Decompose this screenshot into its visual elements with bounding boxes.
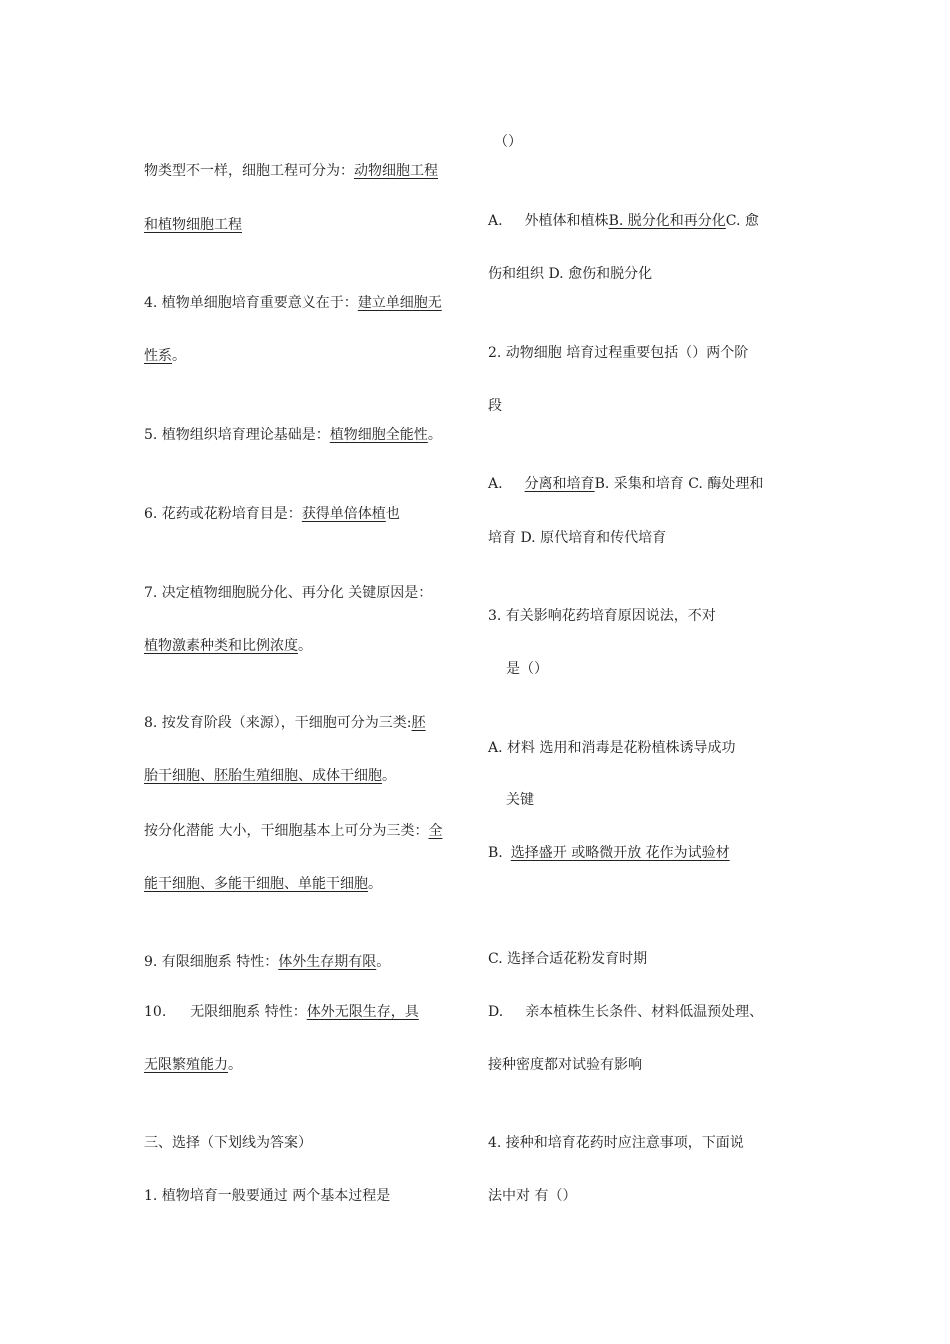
left-line-8	[144, 637, 312, 655]
right-line-13	[488, 1003, 763, 1021]
right-line-16	[488, 1187, 576, 1205]
left-line-7	[144, 584, 432, 602]
answer-underline: 植物激素种类和比例浓度	[144, 638, 298, 654]
answer-underline: 无限繁殖能力	[144, 1057, 228, 1073]
left-line-14	[144, 1003, 419, 1021]
left-line-9	[144, 714, 426, 732]
right-line-6	[488, 529, 666, 547]
answer-underline: 胚	[411, 715, 426, 731]
answer-underline: 全	[428, 823, 443, 839]
answer-underline: B. 脱分化和再分化	[608, 213, 726, 229]
left-line-17	[144, 1187, 390, 1205]
text: B. 采集和培育 C. 酶处理和	[594, 476, 764, 492]
right-line-3	[488, 344, 748, 362]
text: D.	[488, 1004, 504, 1020]
left-line-15	[144, 1056, 242, 1074]
right-line-2	[488, 265, 652, 283]
answer-underline: 性系	[144, 348, 172, 364]
text: 三、选择（下划线为答案）	[144, 1135, 312, 1151]
left-line-2	[144, 216, 242, 234]
left-line-1	[144, 162, 438, 180]
text: 。	[382, 768, 396, 784]
right-line-15	[488, 1134, 744, 1152]
text: 。	[368, 876, 382, 892]
right-line-9	[488, 739, 735, 757]
right-line-1	[488, 212, 759, 230]
text: 法中对 有（）	[488, 1188, 577, 1204]
right-line-7	[488, 607, 716, 625]
text: C. 愈	[725, 213, 759, 229]
text: 5. 植物组织培育理论基础是：	[144, 427, 330, 443]
right-line-0	[494, 133, 522, 151]
right-line-12	[488, 950, 647, 968]
text: B.	[488, 845, 503, 861]
text: 伤和组织 D. 愈伤和脱分化	[488, 266, 653, 282]
answer-underline: 建立单细胞无	[357, 295, 442, 311]
text: 3. 有关影响花药培育原因说法，不对	[488, 608, 716, 624]
text: （）	[494, 134, 522, 150]
text: 7. 决定植物细胞脱分化、再分化 关键原因是：	[144, 585, 433, 601]
answer-underline: 能干细胞、多能干细胞、单能干细胞	[144, 876, 368, 892]
text: 亲本植株生长条件、材料低温预处理、	[525, 1004, 764, 1020]
answer-underline: 植物细胞全能性	[329, 427, 428, 443]
text: 6. 花药或花粉培育目是：	[144, 506, 302, 522]
answer-underline: 胎干细胞、胚胎生殖细胞、成体干细胞	[144, 768, 382, 784]
text: 4. 植物单细胞培育重要意义在于：	[144, 295, 358, 311]
text: 。	[376, 954, 391, 970]
text: 8. 按发育阶段（来源），干细胞可分为三类:	[144, 715, 412, 731]
answer-underline: 和植物细胞工程	[144, 217, 242, 233]
left-line-12	[144, 875, 382, 893]
right-line-11	[488, 844, 730, 862]
text: 4. 接种和培育花药时应注意事项，下面说	[488, 1135, 744, 1151]
text: C. 选择合适花粉发育时期	[488, 951, 648, 967]
text: 2. 动物细胞 培育过程重要包括（）两个阶	[488, 345, 749, 361]
text: 10.	[144, 1004, 167, 1020]
left-line-10	[144, 767, 396, 785]
right-line-4	[488, 397, 502, 415]
left-line-5	[144, 426, 442, 444]
answer-underline: 获得单倍体植	[301, 506, 386, 522]
text: 。	[427, 427, 442, 443]
text: 1. 植物培育一般要通过 两个基本过程是	[144, 1188, 391, 1204]
text: 9. 有限细胞系 特性：	[144, 954, 279, 970]
answer-underline: 动物细胞工程	[354, 163, 438, 179]
text: 培育 D. 原代培育和传代培育	[488, 530, 667, 546]
text: 物类型不一样，细胞工程可分为：	[144, 163, 354, 179]
text: 关键	[506, 792, 534, 808]
text: 段	[488, 398, 502, 414]
text: 外植体和植株	[524, 213, 609, 229]
answer-underline: 分离和培育	[524, 476, 595, 492]
right-line-14	[488, 1056, 642, 1074]
answer-underline: 体外无限生存，具	[306, 1004, 419, 1020]
answer-underline: 体外生存期有限	[278, 954, 377, 970]
left-line-6	[144, 505, 400, 523]
text: 无限细胞系 特性：	[190, 1004, 307, 1020]
answer-underline: 选择盛开 或略微开放 花作为试验材	[510, 845, 730, 861]
right-line-5	[488, 475, 763, 493]
text: 按分化潜能 大小，干细胞基本上可分为三类：	[144, 823, 429, 839]
right-line-8	[506, 660, 548, 678]
left-line-13	[144, 953, 390, 971]
left-line-11	[144, 822, 442, 840]
text: 是（）	[506, 661, 548, 677]
left-line-3	[144, 294, 442, 312]
section-heading	[144, 1134, 312, 1152]
left-line-4	[144, 347, 186, 365]
text: A. 材料 选用和消毒是花粉植株诱导成功	[488, 740, 736, 756]
text: A.	[488, 213, 503, 229]
text: 接种密度都对试验有影响	[488, 1057, 642, 1073]
text: A.	[488, 476, 503, 492]
right-line-10	[506, 791, 534, 809]
text: 也	[385, 506, 400, 522]
text: 。	[298, 638, 312, 654]
text: 。	[172, 348, 186, 364]
text: 。	[228, 1057, 242, 1073]
